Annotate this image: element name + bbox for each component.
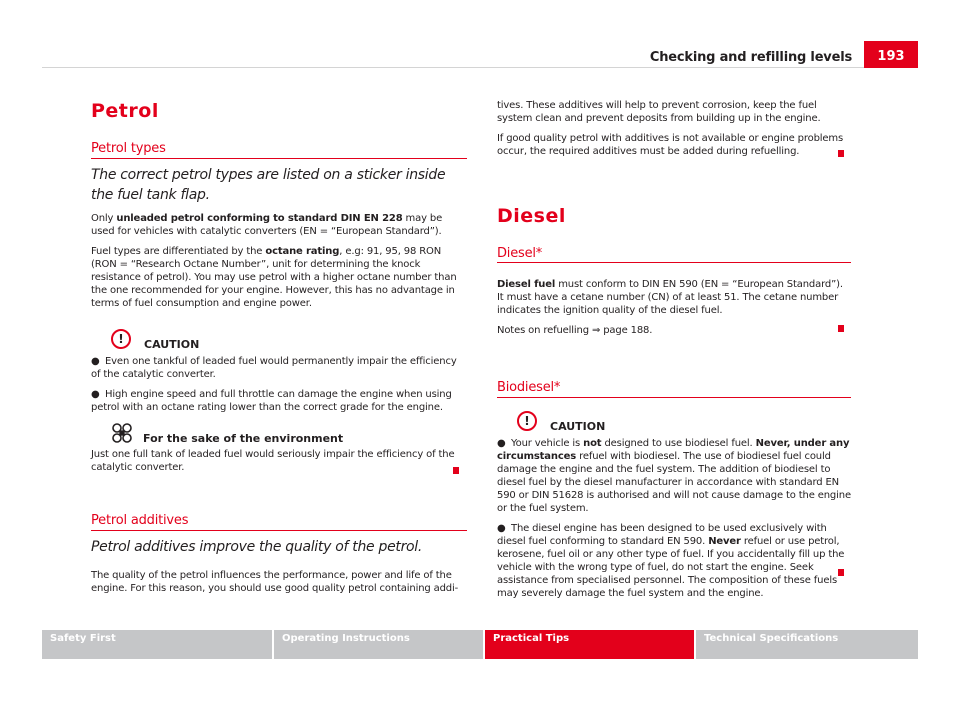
heading-petrol: Petrol: [91, 100, 159, 122]
caution-item: ● The diesel engine has been designed to be used exclusively with diesel fuel conforming to standard EN 590. Never refuel or use petrol, kerosene, fuel oil or any other type of fuel. If you accidentally fill up the vehicle with the wrong type of fuel, do not start the engine. Seek assistance from specialised personnel. The composition of these fuels may severely damage the fuel system and the engine.: [497, 523, 845, 599]
subheading-biodiesel: Biodiesel*: [497, 380, 561, 395]
section-end-mark: [453, 467, 459, 474]
subheading-petrol-additives: Petrol additives: [91, 513, 189, 528]
subheading-diesel: Diesel*: [497, 246, 543, 261]
section-end-mark: [838, 150, 844, 157]
petrol-additives-body: The quality of the petrol influences the performance, power and life of the engine. For this reason, you should use good quality petrol containing addi-: [91, 570, 459, 594]
environment-icon: [111, 422, 133, 444]
subheading-petrol-types: Petrol types: [91, 141, 166, 156]
section-rule: [497, 397, 851, 398]
paragraph-diesel-fuel: Diesel fuel must conform to DIN EN 590 (EN = “European Standard”). It must have a cetane number (CN) of at least 51. The cetane number indicates the ignition quality of the diesel fuel.: [497, 279, 843, 316]
running-title: Checking and refilling levels: [649, 50, 852, 65]
section-rule: [91, 158, 467, 159]
section-rule: [91, 530, 467, 531]
paragraph-additives-continued: tives. These additives will help to prevent corrosion, keep the fuel system clean and prevent deposits from building up in the engine.: [497, 100, 821, 124]
section-end-mark: [838, 325, 844, 332]
footer-tab-practical-tips[interactable]: Practical Tips: [485, 630, 694, 659]
caution-list: [91, 355, 467, 421]
section-rule: [497, 262, 851, 263]
environment-text: Just one full tank of leaded fuel would seriously impair the efficiency of the catalytic converter.: [91, 449, 455, 473]
paragraph-refuelling-notes: Notes on refuelling ⇒ page 188.: [497, 325, 653, 336]
paragraph-octane: Fuel types are differentiated by the octane rating, e.g: 91, 95, 98 RON (RON = “Research Octane Number”, unit for determining the knock resistance of petrol). You may use petrol with a higher octane number than the one recommended for your engine. However, this has no advantage in terms of fuel consumption and engine power.: [91, 246, 457, 309]
environment-title: For the sake of the environment: [143, 432, 344, 445]
lead-petrol-types: The correct petrol types are listed on a sticker inside the fuel tank flap.: [91, 167, 446, 203]
biodiesel-caution-list: [497, 437, 851, 607]
footer-tab-operating-instructions[interactable]: Operating Instructions: [274, 630, 483, 659]
paragraph-unleaded: Only unleaded petrol conforming to standard DIN EN 228 may be used for vehicles with catalytic converters (EN = “European Standard”).: [91, 213, 443, 237]
heading-diesel: Diesel: [497, 205, 566, 227]
footer-tab-safety-first[interactable]: Safety First: [42, 630, 272, 659]
diesel-body: [497, 278, 851, 344]
footer-tab-technical-specifications[interactable]: Technical Specifications: [696, 630, 918, 659]
paragraph-good-quality: If good quality petrol with additives is not available or engine problems occur, the required additives must be added during refuelling.: [497, 133, 844, 157]
caution-item: ● Your vehicle is not designed to use biodiesel fuel. Never, under any circumstances refuel with biodiesel. The use of biodiesel fuel could damage the engine and the fuel system. The addition of biodiesel to diesel fuel by the diesel manufacturer in accordance with standard EN 590 or DIN 51628 is authorised and will not cause damage to the engine or the fuel system.: [497, 438, 851, 514]
header-divider: [42, 67, 864, 68]
page-number: 193: [864, 41, 918, 68]
caution-title: CAUTION: [144, 338, 200, 351]
caution-icon: !: [111, 329, 131, 349]
lead-petrol-additives: Petrol additives improve the quality of the petrol.: [91, 539, 423, 555]
section-end-mark: [838, 569, 844, 576]
caution-item: ● Even one tankful of leaded fuel would permanently impair the efficiency of the catalytic converter.: [91, 356, 457, 380]
petrol-types-body: [91, 212, 467, 317]
caution-icon: !: [517, 411, 537, 431]
header-divider-accent: [864, 66, 918, 68]
caution-title: CAUTION: [550, 420, 606, 433]
additives-continued: [497, 99, 851, 165]
caution-item: ● High engine speed and full throttle can damage the engine when using petrol with an octane rating lower than the correct grade for the engine.: [91, 389, 452, 413]
